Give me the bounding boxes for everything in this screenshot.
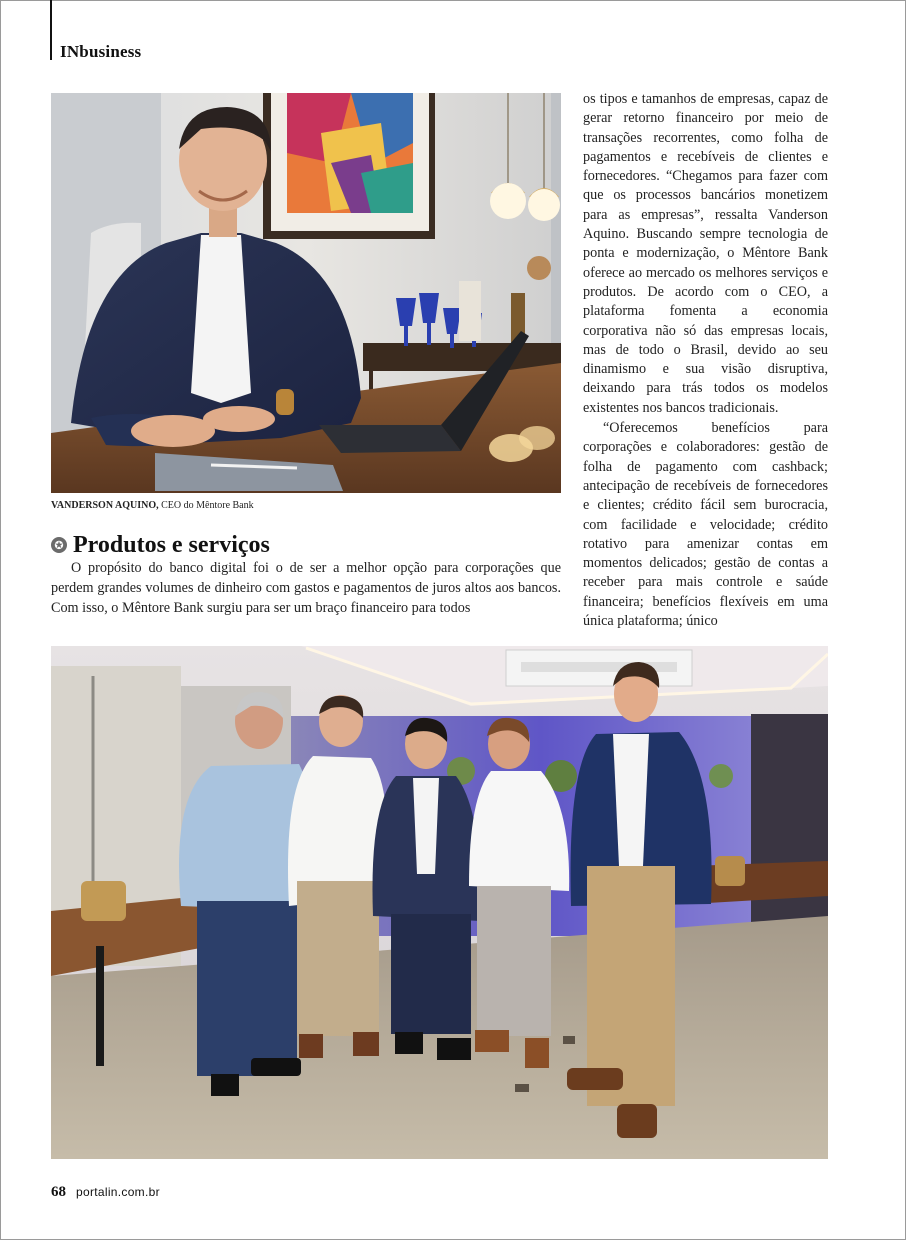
- folio: [51, 1184, 160, 1201]
- caption-role: CEO do Mêntore Bank: [158, 500, 254, 511]
- section-tag: INbusiness: [60, 42, 142, 61]
- photo-caption: [51, 500, 561, 511]
- body-left-column: [51, 558, 561, 618]
- section-rule: [50, 0, 52, 60]
- site-url: portalin.com.br: [76, 1185, 160, 1199]
- body-paragraph: os tipos e tamanhos de empresas, capaz de gerar retorno financeiro por meio de transações recorrentes, como folha de pagamentos e recebíveis de clientes e fornecedores. “Chegamos para fazer com que os processos bancários monetizem para as empresas”, ressalta Vanderson Aquino. Buscando sempre tecnologia de ponta e modernização, o Mêntore Bank oferece ao mercado os melhores serviços e produtos. De acordo com o CEO, a plataforma fomenta a economia corporativa não só das empresas locais, mas de todo o Brasil, devido ao seu dinamismo e sua visão disruptiva, deixando para trás todos os modelos existentes nos bancos tradicionais.: [583, 91, 828, 416]
- caption-name: VANDERSON AQUINO,: [51, 500, 159, 511]
- body-paragraph: O propósito do banco digital foi o de ser a melhor opção para corporações que perdem grandes volumes de dinheiro com gastos e pagamentos de juros altos aos bancos. Com isso, o Mêntore Bank surgiu para ser um braço financeiro para todos: [51, 560, 561, 616]
- photo-ceo-illustration: [51, 93, 561, 493]
- photo-ceo: [51, 93, 561, 493]
- body-paragraph: “Oferecemos benefícios para corporações e colaboradores: gestão de folha de pagamento com cashback; antecipação de recebíveis de fornecedores e clientes; crédito fácil sem burocracia, com facilidade e velocidade; crédito rotativo para amenizar contas em momentos delicados; gestão de contas a receber para mais controle e saúde financeira; benefícios flexíveis em uma única plataforma; único: [583, 420, 828, 630]
- page-number: 68: [51, 1184, 66, 1200]
- photo-group: [51, 646, 828, 1159]
- photo-group-illustration: [51, 646, 828, 1159]
- star-bullet-icon: ✪: [51, 537, 67, 553]
- section-title: Produtos e serviços: [73, 531, 270, 558]
- body-right-column: [583, 90, 828, 631]
- section-heading: [51, 528, 270, 562]
